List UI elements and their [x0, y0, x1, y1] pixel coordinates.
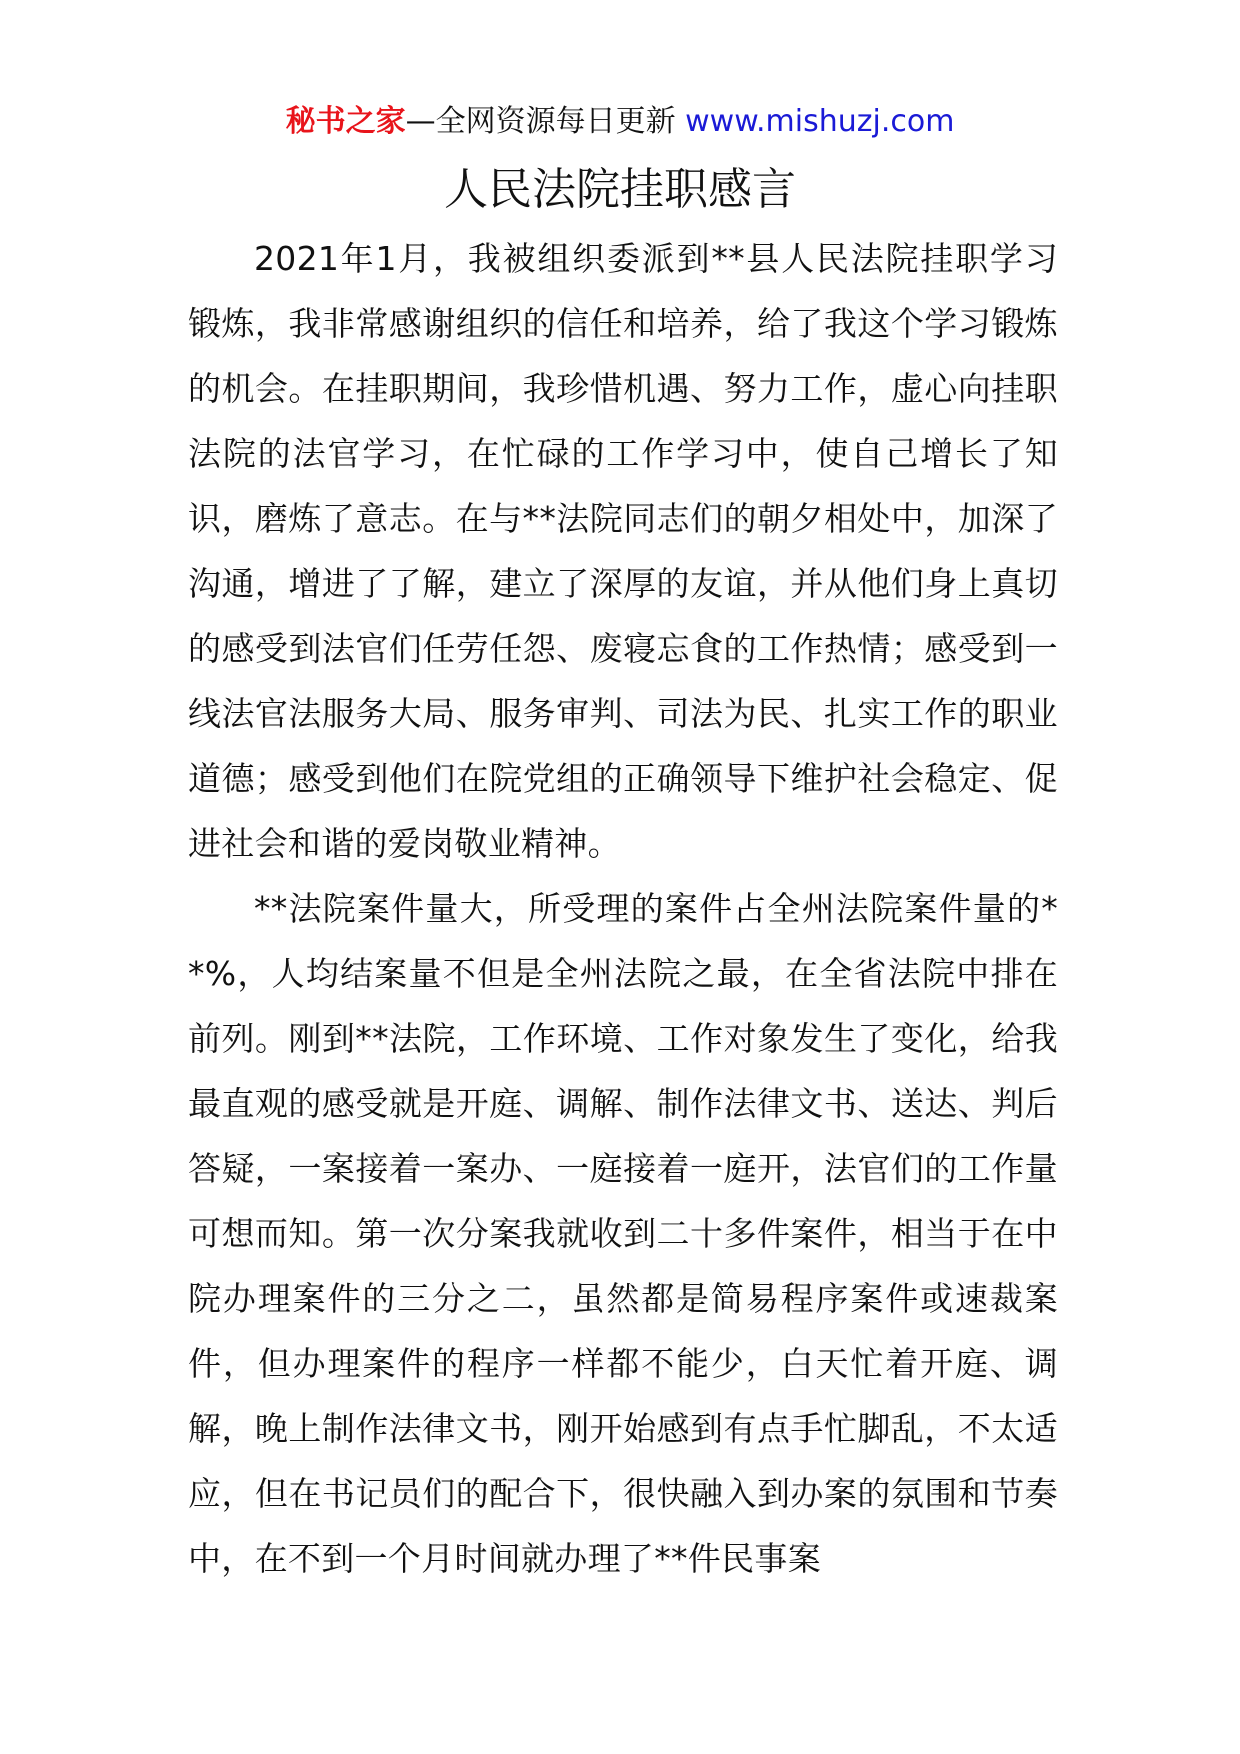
document-body	[188, 226, 1058, 1591]
document-title: 人民法院挂职感言	[444, 164, 796, 215]
site-tagline: —全网资源每日更新	[405, 104, 686, 139]
site-url-link[interactable]: www.mishuzj.com	[685, 104, 955, 139]
site-brand: 秘书之家	[285, 104, 406, 139]
site-header	[0, 102, 1240, 142]
paragraph-1: 2021年1月，我被组织委派到**县人民法院挂职学习锻炼，我非常感谢组织的信任和培养，给了我这个学习锻炼的机会。在挂职期间，我珍惜机遇、努力工作，虚心向挂职法院的法官学习，在忙碌的工作学习中，使自己增长了知识，磨炼了意志。在与**法院同志们的朝夕相处中，加深了沟通，增进了了解，建立了深厚的友谊，并从他们身上真切的感受到法官们任劳任怨、废寝忘食的工作热情；感受到一线法官法服务大局、服务审判、司法为民、扎实工作的职业道德；感受到他们在院党组的正确领导下维护社会稳定、促进社会和谐的爱岗敬业精神。	[188, 239, 1058, 863]
paragraph-2: **法院案件量大，所受理的案件占全州法院案件量的**%，人均结案量不但是全州法院之最，在全省法院中排在前列。刚到**法院，工作环境、工作对象发生了变化，给我最直观的感受就是开庭、调解、制作法律文书、送达、判后答疑，一案接着一案办、一庭接着一庭开，法官们的工作量可想而知。第一次分案我就收到二十多件案件，相当于在中院办理案件的三分之二，虽然都是简易程序案件或速裁案件，但办理案件的程序一样都不能少，白天忙着开庭、调解，晚上制作法律文书，刚开始感到有点手忙脚乱，不太适应，但在书记员们的配合下，很快融入到办案的氛围和节奏中，在不到一个月时间就办理了**件民事案	[188, 889, 1058, 1578]
